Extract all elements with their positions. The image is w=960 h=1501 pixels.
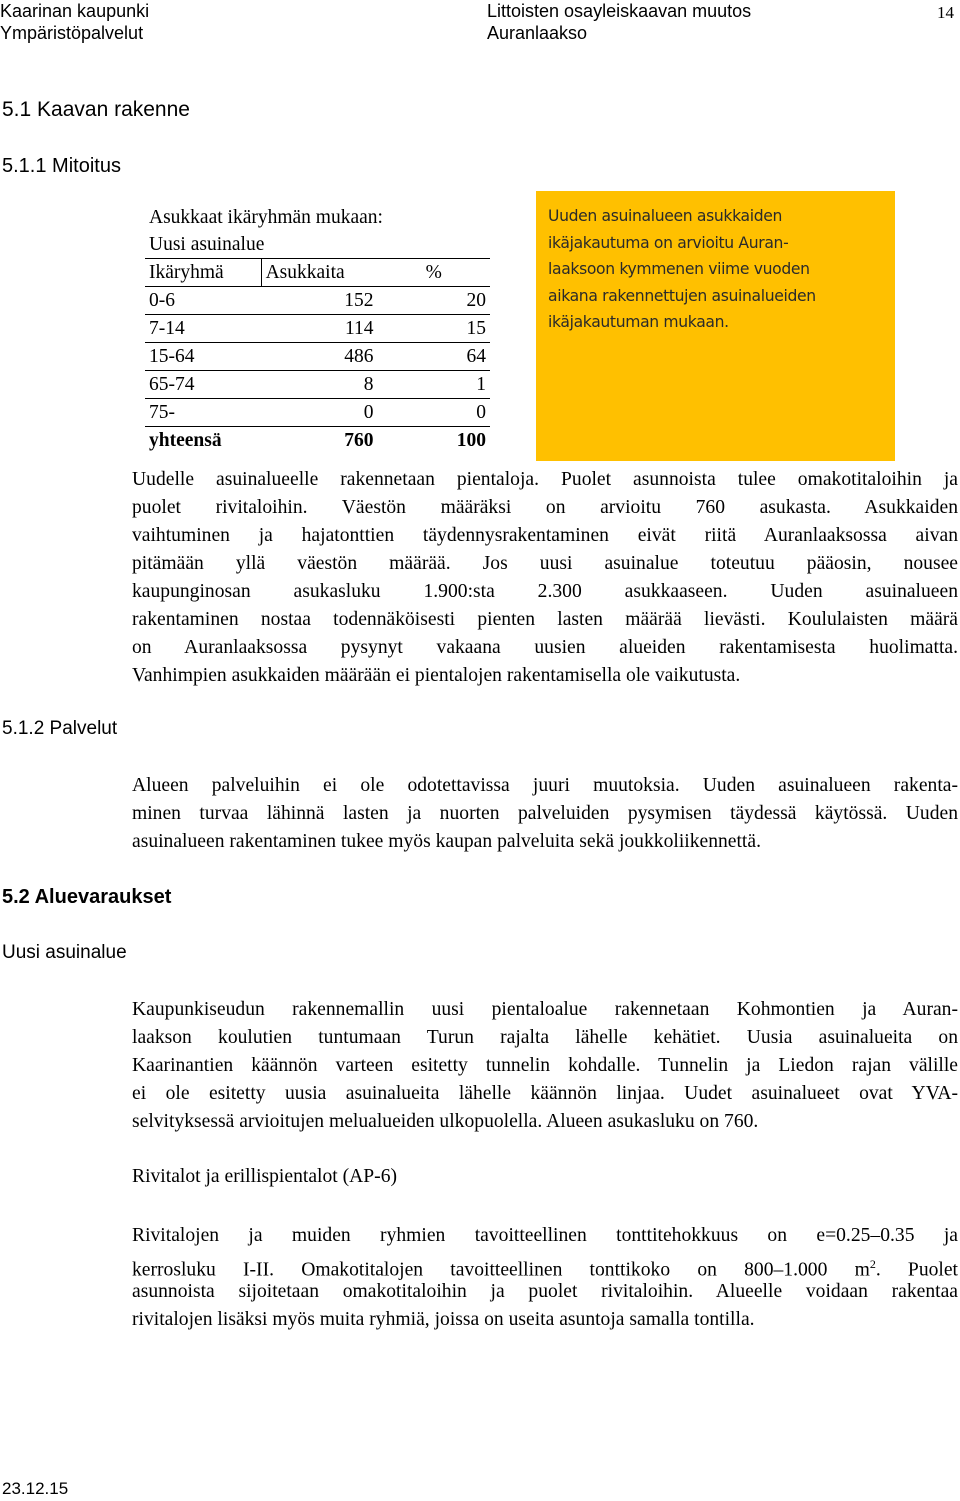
age-group-table (145, 204, 490, 454)
table-subtitle: Uusi asuinalue (149, 233, 265, 255)
page-number: 14 (937, 3, 954, 22)
header-doc-line2: Auranlaakso (487, 23, 588, 43)
cell-age-group: 65-74 (145, 371, 261, 399)
paragraph-mitoitus (132, 466, 958, 690)
paragraph-rivitalot (132, 1222, 958, 1334)
table-row (145, 343, 490, 371)
superscript: 2 (869, 1257, 876, 1271)
age-distribution-note (536, 191, 895, 461)
column-header-age-group: Ikäryhmä (145, 259, 261, 287)
cell-age-group: 75- (149, 401, 175, 423)
header-org-line1: Kaarinan kaupunki (0, 1, 150, 21)
text-line: puolet rivitaloihin. Väestön määräksi on arvioitu 760 asukasta. Asukkaiden (132, 497, 958, 518)
text-fragment: kerrosluku I-II. Omakotitalojen tavoitteellinen tonttikoko on 800–1.000 m (132, 1259, 870, 1281)
cell-total-residents: 760 (261, 427, 377, 455)
cell-total-percent: 100 (377, 427, 490, 455)
text-line: Rivitalojen ja muiden ryhmien tavoitteellinen tonttitehokkuus on e=0.25–0.35 ja (132, 1225, 958, 1246)
cell-residents: 8 (261, 371, 377, 399)
text-line: Kaupunkiseudun rakennemallin uusi pientaloalue rakennetaan Kohmontien ja Auran- (132, 999, 958, 1020)
text-line: minen turvaa lähinnä lasten ja nuorten palveluiden pysymisen täydessä käytössä. Uuden (132, 803, 958, 824)
table-row (145, 371, 490, 399)
cell-percent: 20 (377, 287, 490, 315)
cell-residents: 486 (261, 343, 377, 371)
text-line: rakentaminen nostaa todennäköisesti pienten lasten määrää lievästi. Koululaisten määrä (132, 609, 958, 630)
text-fragment: . Puolet (875, 1259, 959, 1281)
cell-percent: 1 (377, 371, 490, 399)
table-total-row (145, 427, 490, 455)
paragraph-uusi-asuinalue (132, 996, 958, 1136)
subheading-rivitalot: Rivitalot ja erillispientalot (AP-6) (132, 1166, 398, 1187)
cell-age-group: 15-64 (145, 343, 261, 371)
cell-age-group: 7-14 (145, 315, 261, 343)
cell-total-label: yhteensä (145, 427, 261, 455)
table-row (145, 315, 490, 343)
text-line: vaihtuminen ja hajatonttien täydennysrakentaminen eivät riitä Auranlaaksossa aivan (132, 525, 958, 546)
text-line: pitämään yllä väestön määrää. Jos uusi asuinalue toteutuu pääosin, nousee (132, 553, 958, 574)
text-line: laakson koulutien tuntumaan Turun rajalta lähelle kehätiet. Uusia asuinalueita on (132, 1027, 958, 1048)
text-line: Kaarinantien käännön varteen esitetty tunnelin kohdalle. Tunnelin ja Liedon rajan välille (132, 1055, 958, 1076)
column-header-residents: Asukkaita (261, 259, 377, 287)
cell-age-group: 0-6 (145, 287, 261, 315)
text-line: rivitalojen lisäksi myös muita ryhmiä, joissa on useita asuntoja samalla tontilla. (132, 1309, 755, 1330)
cell-percent: 15 (377, 315, 490, 343)
section-heading-5-1-1: 5.1.1 Mitoitus (2, 155, 121, 177)
cell-residents: 0 (363, 401, 374, 423)
text-line: Vanhimpien asukkaiden määrään ei pientalojen rakentamisella ole vaikutusta. (132, 665, 741, 686)
text-line: ei ole esitetty uusia asuinalueita lähelle käännön linjaa. Uudet asuinalueet ovat YVA- (132, 1083, 958, 1104)
note-line: ikäjakautuman mukaan. (548, 313, 729, 331)
footer-date: 23.12.15 (2, 1479, 69, 1498)
header-doc-line1: Littoisten osayleiskaavan muutos (487, 1, 752, 21)
text-line: asuinalueen rakentaminen tukee myös kaupan palveluita sekä joukkoliikennettä. (132, 831, 761, 852)
cell-residents: 152 (261, 287, 377, 315)
note-line: aikana rakennettujen asuinalueiden (548, 286, 816, 305)
column-header-percent: % (377, 259, 490, 287)
text-line: kaupunginosan asukasluku 1.900:sta 2.300 asukkaaseen. Uuden asuinalueen (132, 581, 958, 602)
text-line-with-superscript (132, 1250, 959, 1281)
section-heading-5-1-2: 5.1.2 Palvelut (2, 718, 118, 739)
note-line: ikäjakautuma on arvioitu Auran- (548, 233, 789, 252)
text-line: asunnoista sijoitetaan omakotitaloihin ja puolet rivitaloihin. Alueelle voidaan rakentaa (132, 1281, 958, 1302)
text-line: selvityksessä arvioitujen melualueiden ulkopuolella. Alueen asukasluku on 760. (132, 1111, 759, 1132)
note-line: Uuden asuinalueen asukkaiden (548, 207, 783, 225)
subheading-uusi-asuinalue: Uusi asuinalue (2, 942, 127, 963)
cell-percent: 0 (476, 401, 486, 423)
text-line: Uudelle asuinalueelle rakennetaan pientaloja. Puolet asunnoista tulee omakotitaloihin ja (132, 469, 958, 490)
table-row (145, 399, 490, 427)
cell-percent: 64 (377, 343, 490, 371)
section-heading-5-1: 5.1 Kaavan rakenne (2, 98, 190, 121)
cell-residents: 114 (261, 315, 377, 343)
note-line: laaksoon kymmenen viime vuoden (548, 260, 810, 278)
section-heading-5-2: 5.2 Aluevaraukset (2, 886, 172, 908)
header-org-line2: Ympäristöpalvelut (0, 23, 144, 43)
paragraph-palvelut (132, 772, 958, 856)
text-line: on Auranlaaksossa pysynyt vakaana uusien alueiden rakentamisesta huolimatta. (132, 637, 958, 658)
table-title: Asukkaat ikäryhmän mukaan: (149, 206, 383, 228)
table-row (145, 287, 490, 315)
text-line: Alueen palveluihin ei ole odotettavissa juuri muutoksia. Uuden asuinalueen rakenta- (132, 775, 958, 796)
